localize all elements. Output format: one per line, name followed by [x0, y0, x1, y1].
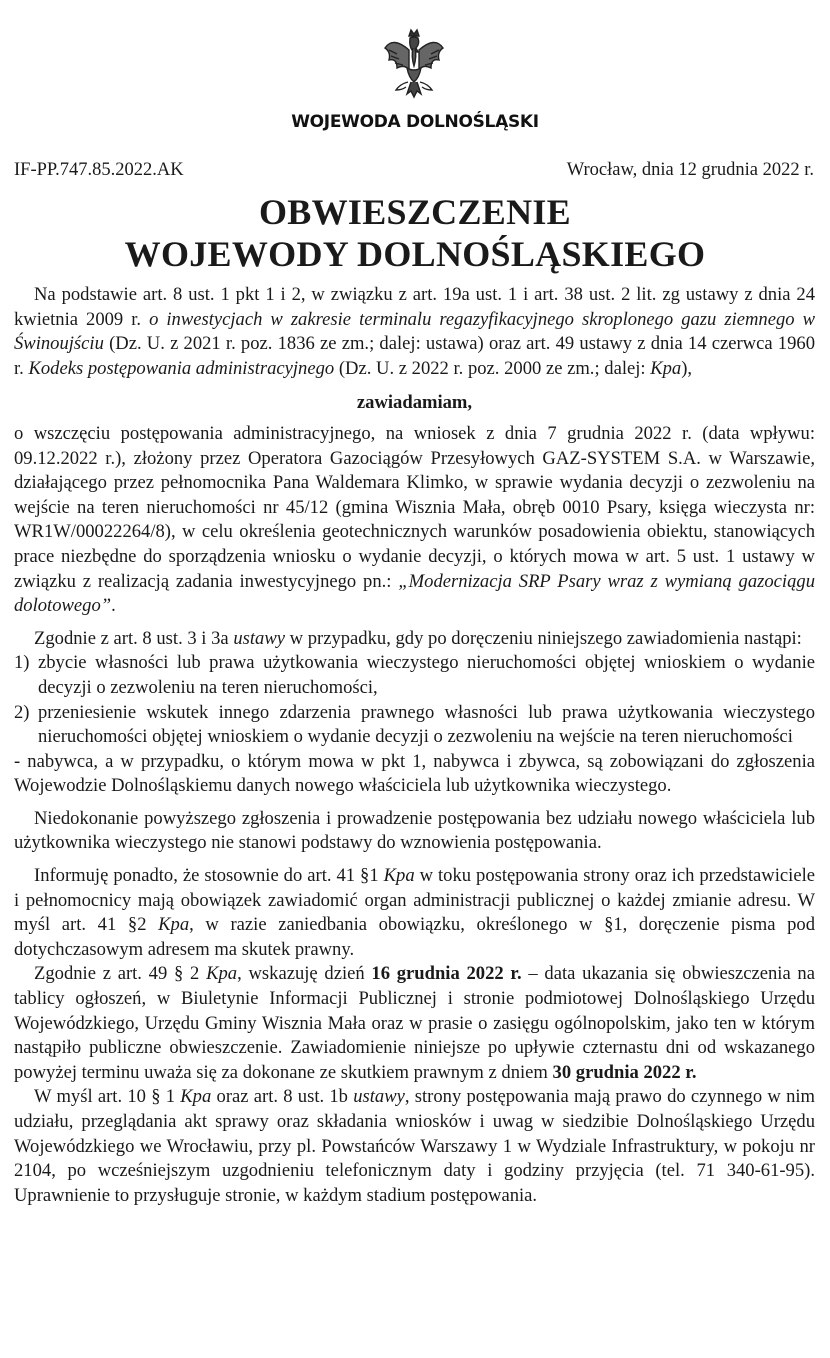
proceedings-paragraph [14, 422, 815, 619]
text-span: Informuję ponadto, że stosownie do art. 41 §1 [34, 865, 384, 887]
document-title [0, 191, 830, 275]
document-body [14, 283, 815, 1208]
text-span: oraz art. 8 ust. 1b [211, 1086, 354, 1108]
polish-eagle-emblem-icon [383, 26, 445, 102]
text-span: , wskazuję dzień [237, 963, 372, 985]
place-and-date: Wrocław, dnia 12 grudnia 2022 r. [566, 160, 814, 180]
text-span: w przypadku, gdy po doręczeniu niniejszego zawiadomienia nastąpi: [284, 627, 802, 649]
address-change-paragraph [14, 864, 815, 962]
abbreviation: Kpa [383, 865, 415, 887]
text-span: (Dz. U. z 2022 r. poz. 2000 ze zm.; dalej: [334, 357, 651, 379]
act-title: Kodeks postępowania administracyjnego [28, 357, 335, 379]
list-text: przeniesienie wskutek innego zdarzenia prawnego własności lub prawa użytkowania wieczystego nieruchomości objętej wnioskiem o wydanie decyzji o zezwoleniu na wejście na teren nieruchomości [38, 701, 815, 748]
abbreviation: Kpa [158, 914, 190, 936]
text-span: ), [681, 357, 693, 379]
publication-date: 16 grudnia 2022 r. [371, 963, 522, 985]
text-span: . [111, 595, 116, 617]
parties-rights-paragraph [14, 1085, 815, 1208]
case-reference: IF-PP.747.85.2022.AK [14, 160, 184, 180]
text-span: Na podstawie art. 8 ust. 1 pkt 1 i 2, w związku z art. 19a ust. 1 i art. 38 ust. 2 lit. zg ustawy z dnia 24 kwietnia 2009 r. [14, 284, 815, 330]
legal-basis-paragraph [14, 283, 815, 381]
text-span: (Dz. U. z 2021 r. poz. 1836 ze zm.; dalej: ustawa) oraz art. 49 ustawy z dnia 14 czerwca 1960 r. [14, 333, 815, 379]
abbreviation: Kpa [206, 963, 238, 985]
list-number: 2) [14, 701, 30, 723]
non-reporting-paragraph: Niedokonanie powyższego zgłoszenia i prowadzenie postępowania bez udziału nowego właściciela lub użytkownika wieczystego nie stanowi podstawy do wznowienia postępowania. [14, 807, 815, 854]
text-span: w toku postępowania strony oraz ich przedstawiciele i pełnomocnicy mają obowiązek zawiadomić organ administracji publicznej o każdej zmianie adresu. W myśl art. 41 §2 [14, 865, 815, 936]
title-line-2: WOJEWODY DOLNOŚLĄSKIEGO [124, 234, 706, 274]
notify-heading: zawiadamiam, [356, 392, 473, 414]
list-number: 1) [14, 652, 30, 674]
project-name: „Modernizacja SRP Psary wraz z wymianą gazociągu dolotowego” [14, 570, 815, 617]
text-span: – data ukazania się obwieszczenia na tablicy ogłoszeń, w Biuletynie Informacji Publicznej i stronie podmiotowej Dolnośląskiego Urzędu Wojewódzkiego, Urzędu Gminy Wisznia Mała oraz w prasie o zasięgu ogólnopolskim, jako ten w którym nastąpiło publiczne obwieszczenie. Zawiadomienie niniejsze po upływie czternastu dni od wskazanego powyżej terminu uważa się za dokonane ze skutkiem prawnym z dniem [14, 963, 815, 1083]
abbreviation: ustawy [233, 627, 285, 649]
text-span: W myśl art. 10 § 1 [34, 1086, 181, 1108]
list-text: zbycie własności lub prawa użytkowania wieczystego nieruchomości objętej wnioskiem o wydanie decyzji o zezwoleniu na teren nieruchomości, [38, 652, 815, 698]
list-item [14, 651, 815, 700]
text-span: , w razie zaniedbania obowiązku, określonego w §1, doręczenie pisma pod dotychczasowym adresem ma skutek prawny. [14, 914, 816, 960]
text-span: o wszczęciu postępowania administracyjnego, na wniosek z dnia 7 grudnia 2022 r. (data wpływu: 09.12.2022 r.), złożony przez Operatora Gazociągów Przesyłowych GAZ-SYSTEM S.A. w Warszawie, działającego przez pełnomocnika Pana Waldemara Klimko, w sprawie wydania decyzji o zezwoleniu na wejście na teren nieruchomości nr 45/12 (gmina Wisznia Mała, obręb 0010 Psary, księga wieczysta nr: WR1W/00022264/8), w celu określenia geotechnicznych warunków posadowienia obiektu, stanowiących prace niezbędne do sporządzenia wniosku o wydanie decyzji, o których mowa w art. 5 ust. 1 ustawy w związku z realizacją zadania inwestycyjnego pn.: [14, 422, 815, 592]
text-span: , strony postępowania mają prawo do czynnego w nim udziału, przeglądania akt sprawy oraz składania wniosków i uwag w siedzibie Dolnośląskiego Urzędu Wojewódzkiego we Wrocławiu, przy pl. Powstańców Warszawy 1 w Wydziale Infrastruktury, w pokoju nr 2104, po wcześniejszym uzgodnieniu telefonicznym daty i godziny przyjęcia (tel. 71 340-61-95). Uprawnienie to przysługuje stronie, w każdym stadium postępowania. [14, 1086, 815, 1206]
authority-name: WOJEWODA DOLNOŚLĄSKI [291, 112, 539, 132]
abbreviation: Kpa [650, 357, 682, 379]
buyer-obligation-paragraph: - nabywca, a w przypadku, o którym mowa w pkt 1, nabywca i zbywca, są zobowiązani do zgłoszenia Wojewodzie Dolnośląskiemu danych nowego właściciela lub użytkownika wieczystego. [14, 750, 815, 797]
abbreviation: Kpa [180, 1086, 212, 1108]
publication-date-paragraph [14, 962, 815, 1085]
text-span: Zgodnie z art. 49 § 2 [34, 963, 207, 985]
effective-date: 30 grudnia 2022 r. [552, 1061, 697, 1083]
text-span: Zgodnie z art. 8 ust. 3 i 3a [34, 627, 234, 649]
abbreviation: ustawy [353, 1086, 405, 1108]
obligation-paragraph [14, 627, 815, 652]
list-item [14, 701, 815, 750]
act-title: o inwestycjach w zakresie terminalu regazyfikacyjnego skroplonego gazu ziemnego w Świnoujściu [14, 308, 815, 355]
title-line-1: OBWIESZCZENIE [258, 192, 571, 232]
